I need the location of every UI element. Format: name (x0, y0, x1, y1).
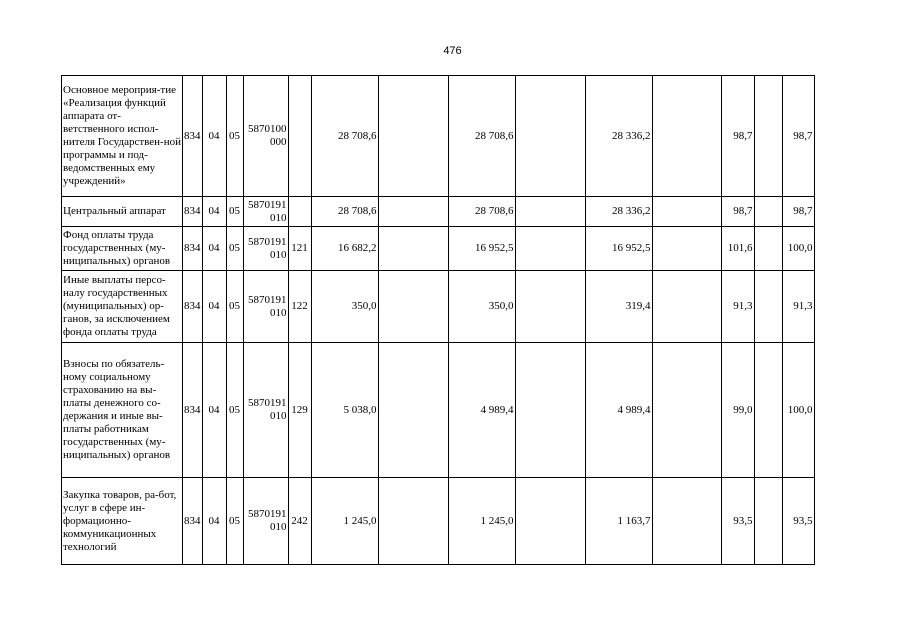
value-1: 28 708,6 (311, 197, 378, 227)
grbs-code: 834 (183, 343, 203, 478)
empty-cell (754, 271, 782, 343)
empty-cell (378, 271, 448, 343)
value-2: 1 245,0 (448, 478, 515, 565)
percent-2: 93,5 (782, 478, 814, 565)
value-3: 319,4 (585, 271, 652, 343)
empty-cell (652, 227, 721, 271)
empty-cell (754, 478, 782, 565)
row-name: Иные выплаты персо-налу государственных (муниципальных) ор-ганов, за исключением фонда оплаты труда (62, 271, 183, 343)
target-article-code (243, 343, 288, 478)
table-row (62, 227, 815, 271)
empty-cell (515, 271, 585, 343)
target-article-code (243, 197, 288, 227)
row-name: Взносы по обязатель-ному социальному страхованию на вы-платы денежного со-держания и иные вы-платы работникам государственных (му-ниципальных) органов (62, 343, 183, 478)
empty-cell (515, 76, 585, 197)
row-name: Фонд оплаты труда государственных (му-ниципальных) органов (62, 227, 183, 271)
table-row (62, 197, 815, 227)
expense-type-code (288, 76, 311, 197)
section-code: 04 (202, 271, 226, 343)
value-2: 350,0 (448, 271, 515, 343)
percent-2: 98,7 (782, 197, 814, 227)
value-3: 4 989,4 (585, 343, 652, 478)
value-3: 28 336,2 (585, 197, 652, 227)
empty-cell (378, 478, 448, 565)
value-1: 16 682,2 (311, 227, 378, 271)
empty-cell (652, 197, 721, 227)
empty-cell (754, 197, 782, 227)
target-article-code-line1: 5870100 (248, 123, 287, 135)
subsection-code: 05 (226, 271, 243, 343)
page-number: 476 (443, 45, 462, 57)
percent-1: 91,3 (721, 271, 754, 343)
subsection-code: 05 (226, 76, 243, 197)
value-3: 1 163,7 (585, 478, 652, 565)
table-row (62, 343, 815, 478)
value-2: 28 708,6 (448, 197, 515, 227)
grbs-code: 834 (183, 76, 203, 197)
target-article-code-line1: 5870191 (248, 198, 287, 211)
value-3: 28 336,2 (585, 76, 652, 197)
value-2: 16 952,5 (448, 227, 515, 271)
row-name: Основное мероприя-тие «Реализация функций аппарата от-ветственного испол-нителя Государствен-ной программы и под-ведомственных ему учреждений» (62, 76, 183, 197)
target-article-code-line2: 010 (270, 521, 287, 533)
target-article-code-line2: 010 (270, 248, 287, 261)
subsection-code: 05 (226, 343, 243, 478)
empty-cell (515, 478, 585, 565)
value-1: 1 245,0 (311, 478, 378, 565)
section-code: 04 (202, 197, 226, 227)
grbs-code: 834 (183, 227, 203, 271)
percent-1: 98,7 (721, 76, 754, 197)
target-article-code-line1: 5870191 (248, 293, 287, 306)
row-name: Закупка товаров, ра-бот, услуг в сфере ин-формационно-коммуникационных технологий (62, 478, 183, 565)
target-article-code (243, 227, 288, 271)
expense-type-code (288, 197, 311, 227)
target-article-code-line1: 5870191 (248, 397, 287, 409)
target-article-code (243, 76, 288, 197)
row-name: Центральный аппарат (62, 197, 183, 227)
expense-type-code: 121 (288, 227, 311, 271)
percent-1: 98,7 (721, 197, 754, 227)
target-article-code (243, 478, 288, 565)
empty-cell (378, 197, 448, 227)
table-row (62, 478, 815, 565)
percent-2: 100,0 (782, 227, 814, 271)
grbs-code: 834 (183, 478, 203, 565)
section-code: 04 (202, 76, 226, 197)
empty-cell (754, 76, 782, 197)
expense-type-code: 122 (288, 271, 311, 343)
table-body (62, 76, 815, 565)
empty-cell (515, 343, 585, 478)
value-1: 350,0 (311, 271, 378, 343)
grbs-code: 834 (183, 197, 203, 227)
percent-2: 98,7 (782, 76, 814, 197)
target-article-code-line2: 000 (270, 136, 287, 148)
section-code: 04 (202, 343, 226, 478)
subsection-code: 05 (226, 227, 243, 271)
percent-2: 100,0 (782, 343, 814, 478)
empty-cell (378, 227, 448, 271)
value-1: 28 708,6 (311, 76, 378, 197)
table-row (62, 271, 815, 343)
target-article-code (243, 271, 288, 343)
expense-type-code: 242 (288, 478, 311, 565)
empty-cell (652, 271, 721, 343)
value-3: 16 952,5 (585, 227, 652, 271)
empty-cell (652, 478, 721, 565)
subsection-code: 05 (226, 478, 243, 565)
budget-table (61, 75, 815, 565)
expense-type-code: 129 (288, 343, 311, 478)
empty-cell (754, 343, 782, 478)
table-row (62, 76, 815, 197)
empty-cell (652, 343, 721, 478)
value-2: 28 708,6 (448, 76, 515, 197)
percent-1: 101,6 (721, 227, 754, 271)
percent-1: 99,0 (721, 343, 754, 478)
target-article-code-line2: 010 (270, 410, 287, 422)
subsection-code: 05 (226, 197, 243, 227)
target-article-code-line2: 010 (270, 211, 287, 224)
section-code: 04 (202, 227, 226, 271)
target-article-code-line2: 010 (270, 306, 287, 319)
empty-cell (754, 227, 782, 271)
empty-cell (378, 76, 448, 197)
empty-cell (652, 76, 721, 197)
empty-cell (515, 227, 585, 271)
percent-1: 93,5 (721, 478, 754, 565)
percent-2: 91,3 (782, 271, 814, 343)
empty-cell (515, 197, 585, 227)
section-code: 04 (202, 478, 226, 565)
value-1: 5 038,0 (311, 343, 378, 478)
empty-cell (378, 343, 448, 478)
target-article-code-line1: 5870191 (248, 235, 287, 248)
target-article-code-line1: 5870191 (248, 508, 287, 520)
grbs-code: 834 (183, 271, 203, 343)
value-2: 4 989,4 (448, 343, 515, 478)
